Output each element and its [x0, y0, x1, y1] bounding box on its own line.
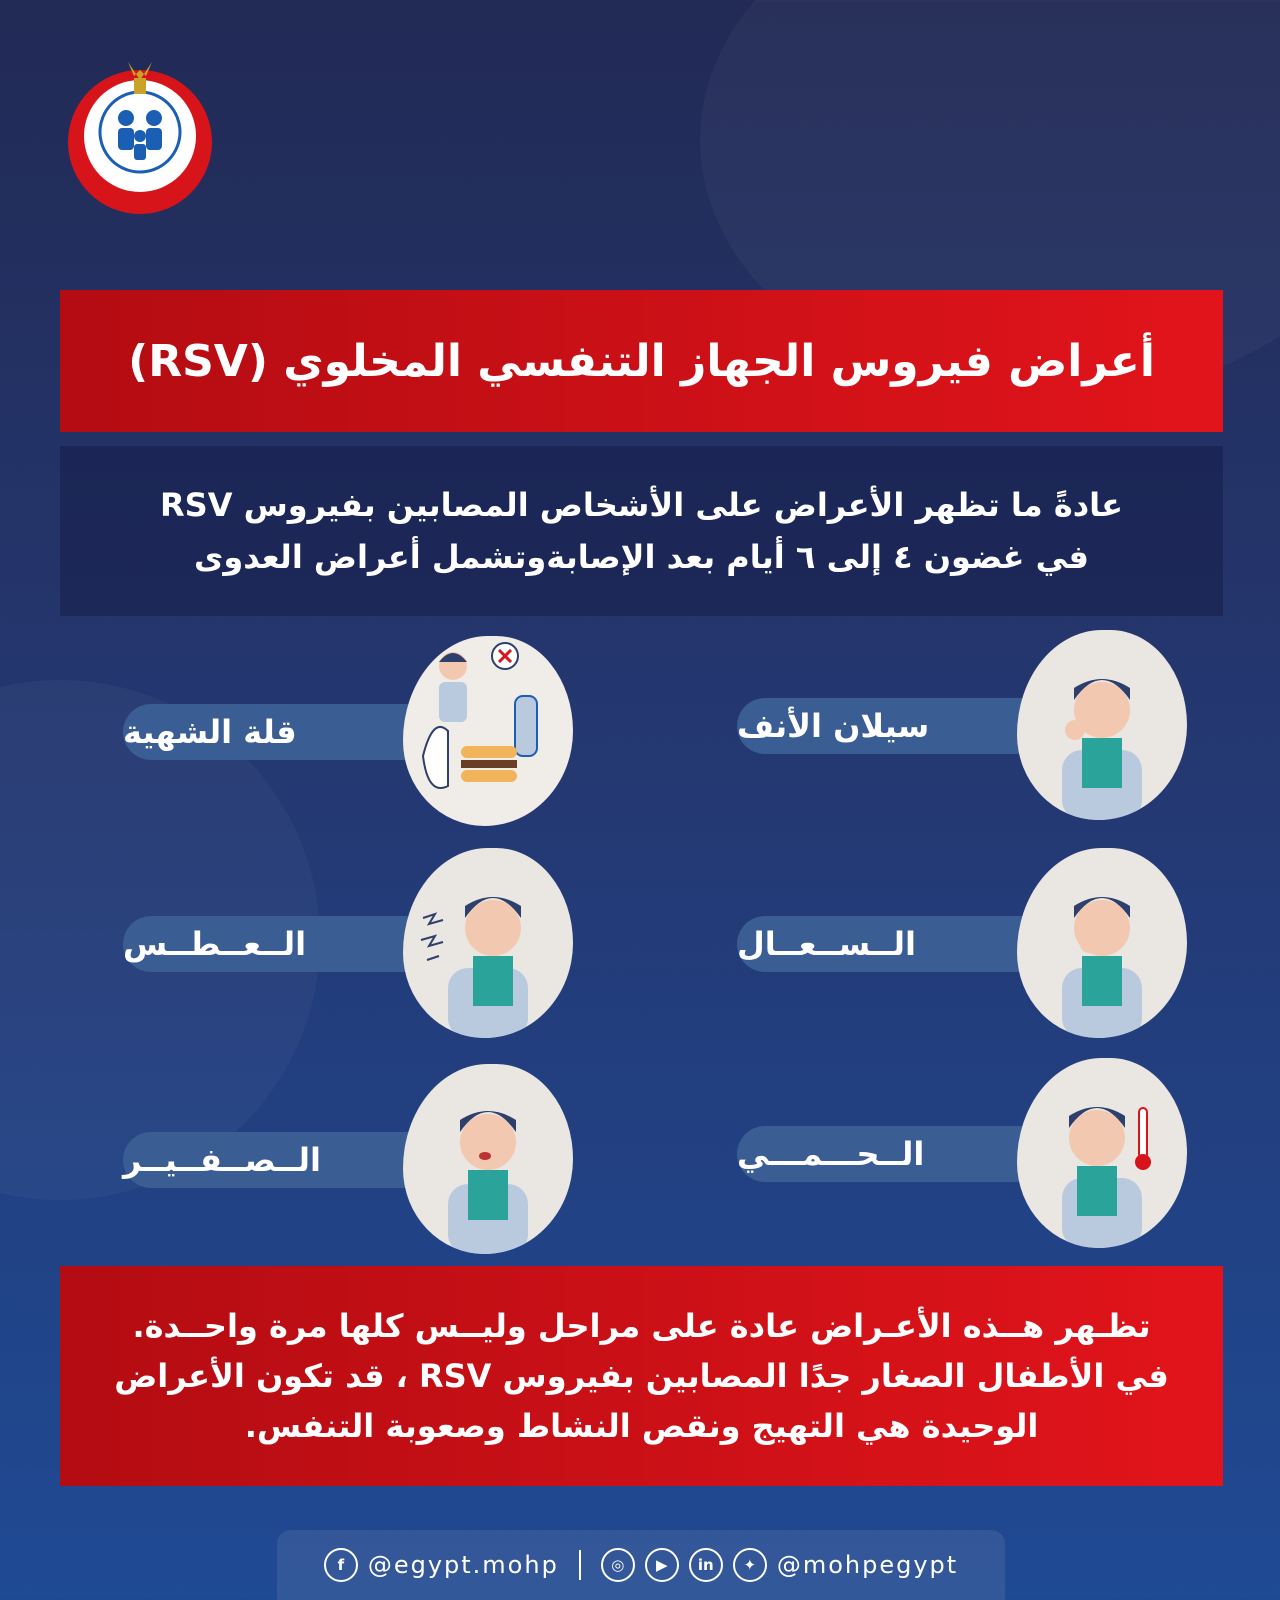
intro-box	[60, 446, 1223, 616]
loss-of-appetite-icon	[403, 636, 573, 826]
wheeze-icon	[403, 1064, 573, 1254]
twitter-icon[interactable]: ✦	[733, 1548, 767, 1582]
social-bar	[277, 1530, 1005, 1600]
symptom-label: الــصــفــيــر	[123, 1141, 322, 1179]
symptom-label: الــســعــال	[737, 925, 917, 963]
symptom-wheeze	[123, 1064, 623, 1254]
social-handle[interactable]: @mohpegypt	[776, 1551, 959, 1579]
symptom-label: الــعــطــس	[123, 925, 307, 963]
runny-nose-icon	[1017, 630, 1187, 820]
intro-line-1: عادةً ما تظهر الأعراض على الأشخاص المصابين بفيروس RSV	[160, 486, 1123, 524]
facebook-handle[interactable]: @egypt.mohp	[367, 1551, 559, 1579]
linkedin-icon[interactable]: in	[689, 1548, 723, 1582]
symptom-label: سيلان الأنف	[737, 707, 930, 745]
ministry-logo	[58, 52, 223, 217]
title-banner	[60, 290, 1223, 432]
facebook-icon[interactable]: f	[324, 1548, 358, 1582]
footer-line-3: الوحيدة هي التهيج ونقص النشاط وصعوبة التنفس.	[244, 1407, 1039, 1445]
cough-icon	[1017, 848, 1187, 1038]
instagram-icon[interactable]: ◎	[601, 1548, 635, 1582]
symptom-runny-nose	[737, 630, 1237, 820]
divider	[579, 1550, 581, 1580]
symptom-fever	[737, 1058, 1237, 1248]
footer-note	[60, 1266, 1223, 1486]
footer-line-1: تظـهر هــذه الأعـراض عادة على مراحل وليــس كلها مرة واحــدة.	[132, 1307, 1151, 1345]
fever-icon	[1017, 1058, 1187, 1248]
footer-line-2: في الأطفال الصغار جدًا المصابين بفيروس RSV ، قد تكون الأعراض	[114, 1357, 1169, 1395]
symptom-loss-of-appetite	[123, 636, 623, 826]
youtube-icon[interactable]: ▶	[645, 1548, 679, 1582]
symptom-label: الــحـــمـــي	[737, 1135, 925, 1173]
page-title: أعراض فيروس الجهاز التنفسي المخلوي (RSV)	[128, 335, 1155, 387]
sneeze-icon	[403, 848, 573, 1038]
symptom-label: قلة الشهية	[123, 713, 297, 751]
intro-line-2: في غضون ٤ إلى ٦ أيام بعد الإصابةوتشمل أعراض العدوى	[194, 538, 1089, 576]
symptom-sneeze	[123, 848, 623, 1038]
symptom-cough	[737, 848, 1237, 1038]
